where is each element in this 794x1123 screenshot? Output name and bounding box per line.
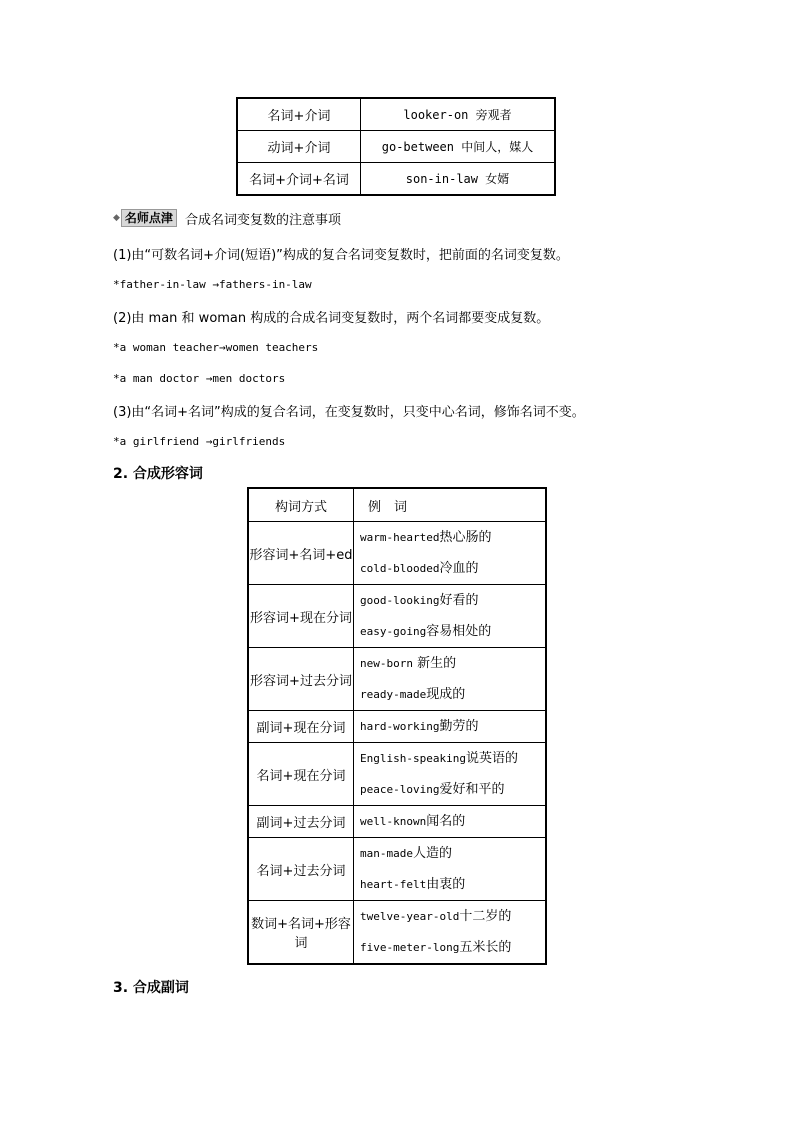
pattern-cell: 形容词+名词+ed [248, 522, 354, 585]
example-english: five-meter-long [360, 941, 460, 954]
example-line [360, 806, 541, 837]
example-line [360, 616, 541, 647]
example-english: English-speaking [360, 752, 466, 765]
example-chinese: 十二岁的 [459, 909, 512, 924]
pattern-cell: 副词+过去分词 [248, 806, 354, 838]
example-english: ready-made [360, 688, 427, 701]
example-chinese: 爱好和平的 [439, 782, 505, 797]
example-english: heart-felt [360, 878, 427, 891]
section-3-title: 3. 合成副词 [113, 980, 189, 996]
table-row [237, 131, 555, 163]
example-line [360, 585, 541, 616]
table-row [237, 98, 555, 131]
tip-title: 合成名词变复数的注意事项 [184, 212, 341, 228]
example-english: cold-blooded [360, 562, 440, 575]
example-english: warm-hearted [360, 531, 440, 544]
example-cell: go-between 中间人，媒人 [361, 131, 556, 163]
rule-3: (3)由“名词+名词”构成的复合名词，在变复数时，只变中心名词，修饰名词不变。 [113, 405, 585, 420]
example-chinese: 冷血的 [439, 561, 479, 576]
rule-1: (1)由“可数名词+介词(短语)”构成的复合名词变复数时，把前面的名词变复数。 [113, 248, 569, 263]
pattern-cell: 数词+名词+形容词 [248, 901, 354, 965]
example-cell: son-in-law 女婿 [361, 163, 556, 196]
pattern-cell: 名词+介词+名词 [237, 163, 361, 196]
example-chinese: 由衷的 [426, 877, 466, 892]
example-line [360, 711, 541, 742]
example-3: *a man doctor →men doctors [113, 372, 286, 385]
pattern-cell: 名词+过去分词 [248, 838, 354, 901]
example-chinese: 勤劳的 [439, 719, 479, 734]
example-line [360, 774, 541, 805]
tip-badge: 名师点津 [121, 209, 177, 227]
examples-cell [354, 711, 547, 743]
example-chinese: 闻名的 [426, 814, 466, 829]
example-line [360, 901, 541, 932]
example-chinese: 人造的 [412, 846, 452, 861]
examples-cell [354, 743, 547, 806]
example-chinese: 热心肠的 [439, 530, 492, 545]
table-row [248, 711, 546, 743]
example-line [360, 743, 541, 774]
example-english: good-looking [360, 594, 440, 607]
example-chinese: 现成的 [426, 687, 466, 702]
teacher-tip-heading [113, 208, 341, 228]
header-col1: 构词方式 [248, 488, 354, 522]
table-row [248, 806, 546, 838]
diamond-icon: ◆ [113, 213, 120, 223]
compound-adjective-table [247, 487, 547, 965]
examples-cell [354, 838, 547, 901]
pattern-cell: 名词+介词 [237, 98, 361, 131]
example-chinese: 好看的 [439, 593, 479, 608]
example-english: man-made [360, 847, 413, 860]
example-1: *father-in-law →fathers-in-law [113, 278, 312, 291]
example-chinese: 五米长的 [459, 940, 512, 955]
rule-2: (2)由 man 和 woman 构成的合成名词变复数时，两个名词都要变成复数。 [113, 311, 550, 326]
example-line [360, 838, 541, 869]
example-english: well-known [360, 815, 427, 828]
pattern-cell: 名词+现在分词 [248, 743, 354, 806]
example-line [360, 932, 541, 963]
example-english: new-born [360, 657, 413, 670]
header-col2: 例 词 [354, 488, 547, 522]
examples-cell [354, 585, 547, 648]
example-line [360, 522, 541, 553]
example-chinese: 容易相处的 [426, 624, 492, 639]
example-4: *a girlfriend →girlfriends [113, 435, 286, 448]
table-row [248, 522, 546, 585]
example-line [360, 679, 541, 710]
examples-cell [354, 522, 547, 585]
example-line [360, 869, 541, 900]
example-chinese: 说英语的 [465, 751, 518, 766]
example-line [360, 553, 541, 584]
examples-cell [354, 806, 547, 838]
table-row [237, 163, 555, 196]
pattern-cell: 形容词+现在分词 [248, 585, 354, 648]
example-english: peace-loving [360, 783, 440, 796]
table-row [248, 648, 546, 711]
table-header-row [248, 488, 546, 522]
example-english: hard-working [360, 720, 440, 733]
compound-noun-table [236, 97, 556, 196]
example-english: twelve-year-old [360, 910, 460, 923]
example-cell: looker-on 旁观者 [361, 98, 556, 131]
example-chinese: 新生的 [412, 656, 457, 671]
table-row [248, 901, 546, 965]
example-line [360, 648, 541, 679]
example-2: *a woman teacher→women teachers [113, 341, 319, 354]
table-row [248, 838, 546, 901]
examples-cell [354, 648, 547, 711]
section-2-title: 2. 合成形容词 [113, 466, 203, 482]
example-english: easy-going [360, 625, 427, 638]
table-row [248, 743, 546, 806]
table-row [248, 585, 546, 648]
pattern-cell: 形容词+过去分词 [248, 648, 354, 711]
examples-cell [354, 901, 547, 965]
pattern-cell: 副词+现在分词 [248, 711, 354, 743]
pattern-cell: 动词+介词 [237, 131, 361, 163]
